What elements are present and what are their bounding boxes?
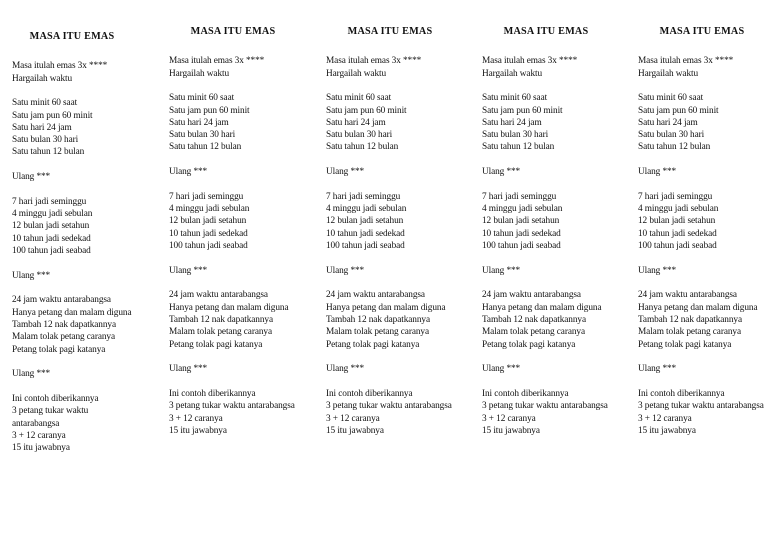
lyric-line: 3 petang tukar waktu antarabangsa (169, 401, 295, 412)
lyric-line: 24 jam waktu antarabangsa (12, 295, 111, 306)
chorus-marker: Ulang *** (326, 364, 365, 375)
stanza-gap (326, 376, 454, 388)
lyric-line: 12 bulan jadi setahun (638, 216, 716, 227)
lyric-line: 3 + 12 caranya (482, 413, 536, 424)
lyric-line: Malam tolak petang caranya (12, 332, 115, 343)
stanza-gap (482, 154, 610, 166)
lyric-line: Tambah 12 nak dapatkannya (169, 315, 273, 325)
lyric-line: Hargailah waktu (638, 68, 699, 79)
chorus-marker: Ulang *** (326, 265, 365, 276)
stanza-gap (169, 154, 297, 166)
stanza-gap (638, 351, 766, 363)
lyric-line: Satu bulan 30 hari (638, 130, 705, 141)
lyric-line: 7 hari jadi seminggu (169, 191, 244, 202)
document-title: MASA ITU EMAS (29, 31, 115, 42)
lyric-line: Malam tolak petang caranya (482, 327, 585, 338)
lyric-line: Masa itulah emas 3x **** (326, 56, 422, 67)
lyrics-column-4 (482, 26, 610, 437)
stanza-gap (12, 85, 132, 97)
lyric-line: Satu bulan 30 hari (12, 135, 79, 146)
lyric-line: Petang tolak pagi katanya (12, 344, 106, 355)
lyric-line: 10 tahun jadi sedekad (12, 233, 91, 244)
lyric-line: 15 itu jawabnya (12, 443, 70, 454)
stanza-gap (326, 178, 454, 190)
lyric-line: 3 + 12 caranya (12, 430, 66, 441)
lyric-line: 10 tahun jadi sedekad (326, 228, 405, 239)
lyric-line: Satu tahun 12 bulan (638, 142, 711, 153)
chorus-marker: Ulang *** (169, 167, 208, 178)
lyric-line: 7 hari jadi seminggu (326, 191, 401, 202)
document-title: MASA ITU EMAS (503, 26, 589, 37)
lyric-line: Ini contoh diberikannya (638, 388, 725, 399)
chorus-marker: Ulang *** (12, 172, 51, 183)
stanza-gap (638, 252, 766, 264)
chorus-marker: Ulang *** (638, 364, 677, 375)
chorus-marker: Ulang *** (169, 364, 208, 375)
lyric-line: Tambah 12 nak dapatkannya (482, 315, 586, 325)
lyric-line: Tambah 12 nak dapatkannya (638, 315, 742, 325)
stanza-gap (638, 80, 766, 92)
lyric-line: 3 petang tukar waktu antarabangsa (12, 406, 89, 429)
stanza-gap (482, 277, 610, 289)
stanza-gap (169, 376, 297, 388)
lyric-line: Hargailah waktu (326, 68, 387, 79)
lyric-line: Satu hari 24 jam (326, 117, 386, 128)
stanza-gap (326, 80, 454, 92)
lyric-line: Tambah 12 nak dapatkannya (12, 320, 116, 330)
lyric-line: 7 hari jadi seminggu (638, 191, 713, 202)
document-title: MASA ITU EMAS (190, 26, 276, 37)
chorus-marker: Ulang *** (12, 270, 51, 281)
lyric-line: Malam tolak petang caranya (326, 327, 429, 338)
chorus-marker: Ulang *** (638, 265, 677, 276)
lyric-line: 12 bulan jadi setahun (12, 221, 90, 232)
document-title: MASA ITU EMAS (347, 26, 433, 37)
lyric-line: 24 jam waktu antarabangsa (638, 290, 737, 301)
lyric-line: 10 tahun jadi sedekad (482, 228, 561, 239)
stanza-gap (12, 257, 132, 269)
lyric-line: 4 minggu jadi sebulan (638, 204, 719, 215)
lyric-line: Malam tolak petang caranya (638, 327, 741, 338)
stanza-gap (12, 381, 132, 393)
lyric-line: Satu jam pun 60 minit (638, 105, 719, 116)
stanza-gap (638, 376, 766, 388)
lyric-line: Tambah 12 nak dapatkannya (326, 315, 430, 325)
lyric-line: Petang tolak pagi katanya (638, 339, 732, 350)
lyric-line: Malam tolak petang caranya (169, 327, 272, 338)
lyric-line: Satu hari 24 jam (482, 117, 542, 128)
lyric-line: 15 itu jawabnya (169, 425, 227, 436)
stanza-gap (326, 154, 454, 166)
lyrics-column-3 (326, 26, 454, 437)
lyric-line: 4 minggu jadi sebulan (326, 204, 407, 215)
lyric-line: Ini contoh diberikannya (326, 388, 413, 399)
lyric-line: Ini contoh diberikannya (12, 393, 99, 404)
lyric-line: Hanya petang dan malam diguna (169, 302, 289, 313)
stanza-gap (169, 178, 297, 190)
lyric-line: Hargailah waktu (482, 68, 543, 79)
lyric-line: Satu jam pun 60 minit (326, 105, 407, 116)
lyric-line: Satu minit 60 saat (169, 93, 235, 104)
stanza-gap (326, 277, 454, 289)
document-title: MASA ITU EMAS (659, 26, 745, 37)
lyric-line: Ini contoh diberikannya (482, 388, 569, 399)
lyric-line: 3 + 12 caranya (169, 413, 223, 424)
chorus-marker: Ulang *** (482, 364, 521, 375)
lyric-line: Satu minit 60 saat (638, 93, 704, 104)
lyric-line: Satu tahun 12 bulan (169, 142, 242, 153)
lyric-line: 10 tahun jadi sedekad (169, 228, 248, 239)
lyric-line: 3 petang tukar waktu antarabangsa (326, 401, 452, 412)
lyric-line: 12 bulan jadi setahun (169, 216, 247, 227)
stanza-gap (12, 356, 132, 368)
lyric-line: Hanya petang dan malam diguna (482, 302, 602, 313)
stanza-gap (638, 154, 766, 166)
stanza-gap (326, 252, 454, 264)
stanza-gap (169, 277, 297, 289)
lyric-line: 24 jam waktu antarabangsa (482, 290, 581, 301)
lyric-line: 12 bulan jadi setahun (482, 216, 560, 227)
lyric-line: 15 itu jawabnya (482, 425, 540, 436)
stanza-gap (12, 282, 132, 294)
lyric-line: Masa itulah emas 3x **** (169, 56, 265, 67)
lyric-line: Satu minit 60 saat (326, 93, 392, 104)
lyric-line: 10 tahun jadi sedekad (638, 228, 717, 239)
lyric-line: 100 tahun jadi seabad (482, 241, 561, 252)
lyric-line: 24 jam waktu antarabangsa (326, 290, 425, 301)
stanza-gap (169, 351, 297, 363)
lyric-line: 3 + 12 caranya (326, 413, 380, 424)
stanza-gap (638, 178, 766, 190)
lyric-line: 3 + 12 caranya (638, 413, 692, 424)
lyric-line: Hanya petang dan malam diguna (326, 302, 446, 313)
lyric-line: 12 bulan jadi setahun (326, 216, 404, 227)
chorus-marker: Ulang *** (169, 265, 208, 276)
lyric-line: 7 hari jadi seminggu (482, 191, 557, 202)
lyrics-column-1 (12, 31, 132, 454)
lyric-line: 4 minggu jadi sebulan (12, 209, 93, 220)
lyric-line: Satu hari 24 jam (12, 122, 72, 133)
lyric-line: Hargailah waktu (169, 68, 230, 79)
lyric-line: Satu tahun 12 bulan (482, 142, 555, 153)
stanza-gap (482, 178, 610, 190)
lyric-line: Hanya petang dan malam diguna (12, 307, 132, 318)
lyric-line: Satu bulan 30 hari (169, 130, 236, 141)
lyric-line: Satu jam pun 60 minit (482, 105, 563, 116)
lyric-line: 3 petang tukar waktu antarabangsa (638, 401, 764, 412)
lyric-line: Hargailah waktu (12, 73, 73, 84)
stanza-gap (169, 80, 297, 92)
lyric-line: Satu jam pun 60 minit (12, 110, 93, 121)
lyric-line: Satu jam pun 60 minit (169, 105, 250, 116)
lyric-line: Hanya petang dan malam diguna (638, 302, 758, 313)
chorus-marker: Ulang *** (12, 369, 51, 380)
lyric-line: 100 tahun jadi seabad (169, 241, 248, 252)
stanza-gap (12, 183, 132, 195)
lyric-line: 100 tahun jadi seabad (638, 241, 717, 252)
lyric-line: Satu hari 24 jam (169, 117, 229, 128)
lyric-line: 100 tahun jadi seabad (326, 241, 405, 252)
lyric-line: Masa itulah emas 3x **** (638, 56, 734, 67)
lyric-line: Petang tolak pagi katanya (482, 339, 576, 350)
stanza-gap (482, 376, 610, 388)
lyric-line: 7 hari jadi seminggu (12, 196, 87, 207)
lyric-line: 100 tahun jadi seabad (12, 246, 91, 257)
lyric-line: Satu minit 60 saat (12, 98, 78, 109)
lyric-line: 4 minggu jadi sebulan (169, 204, 250, 215)
lyric-line: Masa itulah emas 3x **** (12, 61, 108, 72)
chorus-marker: Ulang *** (326, 167, 365, 178)
stanza-gap (638, 277, 766, 289)
stanza-gap (482, 252, 610, 264)
lyric-line: Satu tahun 12 bulan (12, 147, 85, 158)
lyric-line: Satu bulan 30 hari (482, 130, 549, 141)
stanza-gap (12, 159, 132, 171)
lyric-line: 4 minggu jadi sebulan (482, 204, 563, 215)
stanza-gap (482, 80, 610, 92)
lyric-line: 15 itu jawabnya (638, 425, 696, 436)
lyric-line: 24 jam waktu antarabangsa (169, 290, 268, 301)
lyric-line: Satu tahun 12 bulan (326, 142, 399, 153)
chorus-marker: Ulang *** (482, 167, 521, 178)
lyric-line: Petang tolak pagi katanya (326, 339, 420, 350)
lyrics-column-5 (638, 26, 766, 437)
lyric-line: Petang tolak pagi katanya (169, 339, 263, 350)
chorus-marker: Ulang *** (482, 265, 521, 276)
lyric-line: Satu minit 60 saat (482, 93, 548, 104)
lyric-line: Masa itulah emas 3x **** (482, 56, 578, 67)
stanza-gap (169, 252, 297, 264)
lyric-line: Satu bulan 30 hari (326, 130, 393, 141)
lyrics-column-2 (169, 26, 297, 437)
lyric-line: 3 petang tukar waktu antarabangsa (482, 401, 608, 412)
stanza-gap (482, 351, 610, 363)
lyric-line: Satu hari 24 jam (638, 117, 698, 128)
lyric-line: Ini contoh diberikannya (169, 388, 256, 399)
lyric-line: 15 itu jawabnya (326, 425, 384, 436)
stanza-gap (326, 351, 454, 363)
chorus-marker: Ulang *** (638, 167, 677, 178)
